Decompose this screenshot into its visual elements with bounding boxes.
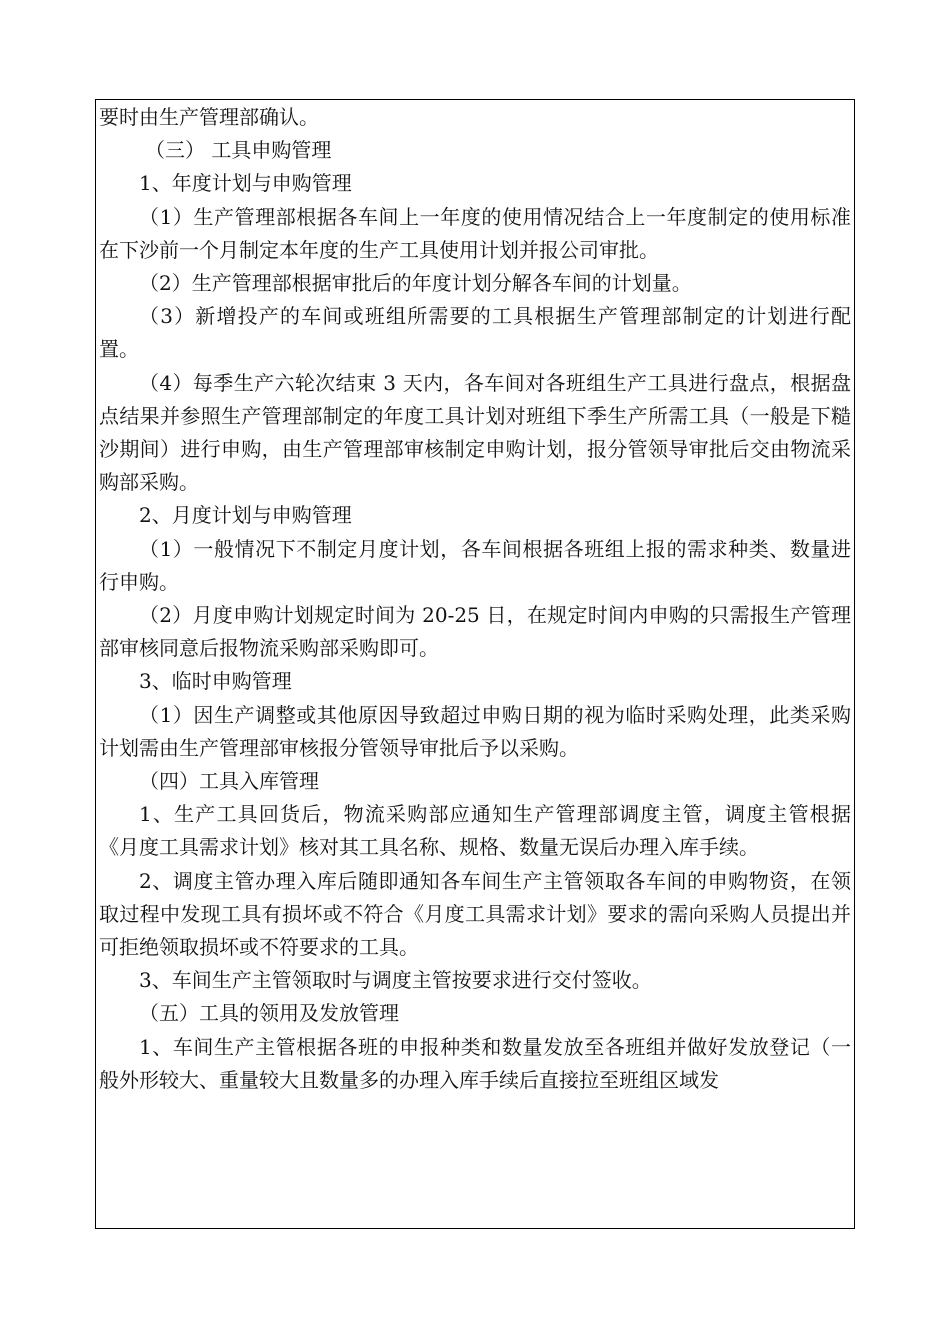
paragraph: 3、车间生产主管领取时与调度主管按要求进行交付签收。 [139, 968, 652, 993]
paragraph: （2）月度申购计划规定时间为 20-25 日，在规定时间内申购的只需报生产管理部审核同意后报物流采购部采购即可。 [99, 603, 851, 661]
section-heading: （三） 工具申购管理 [145, 138, 332, 163]
paragraph: （1）一般情况下不制定月度计划，各车间根据各班组上报的需求种类、数量进行申购。 [99, 536, 851, 594]
section-heading: （五）工具的领用及发放管理 [139, 1001, 399, 1026]
subsection-heading: 3、临时申购管理 [139, 669, 292, 694]
section-heading: （四）工具入库管理 [139, 769, 319, 794]
subsection-heading: 1、年度计划与申购管理 [139, 171, 352, 196]
subsection-heading: 2、月度计划与申购管理 [139, 503, 352, 528]
paragraph: （1）因生产调整或其他原因导致超过申购日期的视为临时采购处理，此类采购计划需由生产管理部审核报分管领导审批后予以采购。 [99, 702, 851, 760]
document-body [96, 101, 854, 1097]
paragraph: （2）生产管理部根据审批后的年度计划分解各车间的计划量。 [139, 271, 692, 296]
paragraph: 要时由生产管理部确认。 [99, 105, 319, 129]
paragraph: （3）新增投产的车间或班组所需要的工具根据生产管理部制定的计划进行配置。 [99, 304, 851, 362]
paragraph: 1、车间生产主管根据各班的申报种类和数量发放至各班组并做好发放登记（一般外形较大、重量较大且数量多的办理入库手续后直接拉至班组区域发 [99, 1034, 851, 1092]
paragraph: （1）生产管理部根据各车间上一年度的使用情况结合上一年度制定的使用标准在下沙前一个月制定本年度的生产工具使用计划并报公司审批。 [99, 204, 851, 262]
paragraph: 1、生产工具回货后，物流采购部应通知生产管理部调度主管，调度主管根据《月度工具需求计划》核对其工具名称、规格、数量无误后办理入库手续。 [99, 802, 851, 860]
paragraph: 2、调度主管办理入库后随即通知各车间生产主管领取各车间的申购物资，在领取过程中发现工具有损坏或不符合《月度工具需求计划》要求的需向采购人员提出并可拒绝领取损坏或不符要求的工具。 [99, 868, 851, 960]
document-frame [95, 99, 855, 1229]
paragraph: （4）每季生产六轮次结束 3 天内，各车间对各班组生产工具进行盘点，根据盘点结果并参照生产管理部制定的年度工具计划对班组下季生产所需工具（一般是下糙沙期间）进行申购，由生产管理部审核制定申购计划，报分管领导审批后交由物流采购部采购。 [99, 370, 851, 495]
